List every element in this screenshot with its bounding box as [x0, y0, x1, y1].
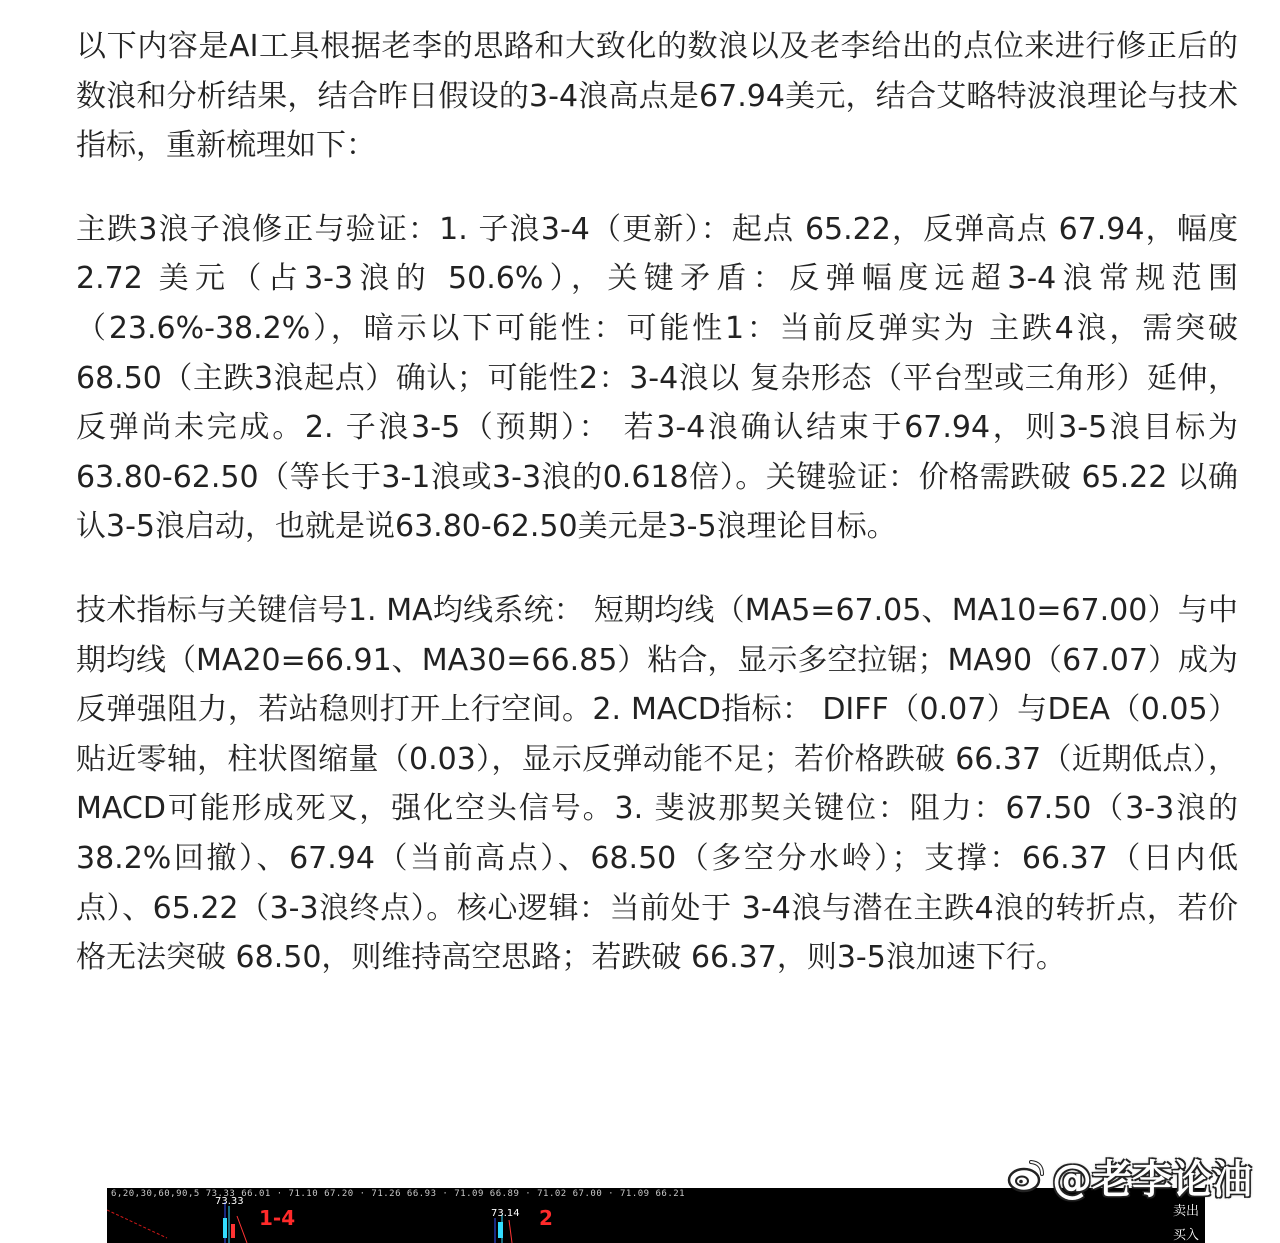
paragraph-intro: 以下内容是AI工具根据老李的思路和大致化的数浪以及老李给出的点位来进行修正后的数浪和分析结果，结合昨日假设的3-4浪高点是67.94美元，结合艾略特波浪理论与技术指标，重新梳理如下： — [76, 29, 1238, 164]
chart-peak1-value: 73.33 — [215, 1196, 244, 1207]
watermark-text: @老李论油 — [1052, 1156, 1252, 1203]
chart-buy-label: 买入 — [1172, 1228, 1199, 1243]
weibo-logo-icon — [1004, 1154, 1048, 1198]
article-body — [76, 22, 1238, 983]
chart-peak2-value: 73.14 — [491, 1208, 520, 1219]
watermark — [1004, 1150, 1252, 1202]
chart-wave-label-2: 2 — [539, 1206, 553, 1230]
chart-wave-label-1-4: 1-4 — [259, 1206, 296, 1230]
paragraph-wave-correction: 主跌3浪子浪修正与验证：1. 子浪3-4（更新）：起点 65.22，反弹高点 67.94，幅度 2.72 美元（占3-3浪的 50.6%），关键矛盾：反弹幅度远超3-4浪常规范围（23.6%-38.2%），暗示以下可能性：可能性1：当前反弹实为 主跌4浪，需突破 68.50（主跌3浪起点）确认；可能性2：3-4浪以 复杂形态（平台型或三角形）延伸，反弹尚未完成。2. 子浪3-5（预期）： 若3-4浪确认结束于67.94，则3-5浪目标为 63.80-62.50（等长于3-1浪或3-3浪的0.618倍）。关键验证：价格需跌破 65.22 以确认3-5浪启动，也就是说63.80-62.50美元是3-5浪理论目标。 — [76, 211, 1238, 545]
chart-sell-label: 卖出 — [1172, 1204, 1199, 1219]
chart-ma-values: 6,20,30,60,90,5 73.33 66.01 · 71.10 67.20 · 71.26 66.93 · 71.09 66.89 · 71.02 67.00 · 71.09 66.21 — [111, 1189, 686, 1199]
paragraph-technical-indicators: 技术指标与关键信号1. MA均线系统： 短期均线（MA5=67.05、MA10=67.00）与中期均线（MA20=66.91、MA30=66.85）粘合，显示多空拉锯；MA90（67.07）成为反弹强阻力，若站稳则打开上行空间。2. MACD指标： DIFF（0.07）与DEA（0.05）贴近零轴，柱状图缩量（0.03），显示反弹动能不足；若价格跌破 66.37（近期低点），MACD可能形成死叉，强化空头信号。3. 斐波那契关键位：阻力：67.50（3-3浪的38.2%回撤）、67.94（当前高点）、68.50（多空分水岭）；支撑：66.37（日内低点）、65.22（3-3浪终点）。核心逻辑：当前处于 3-4浪与潜在主跌4浪的转折点，若价格无法突破 68.50，则维持高空思路；若跌破 66.37，则3-5浪加速下行。 — [76, 592, 1238, 976]
